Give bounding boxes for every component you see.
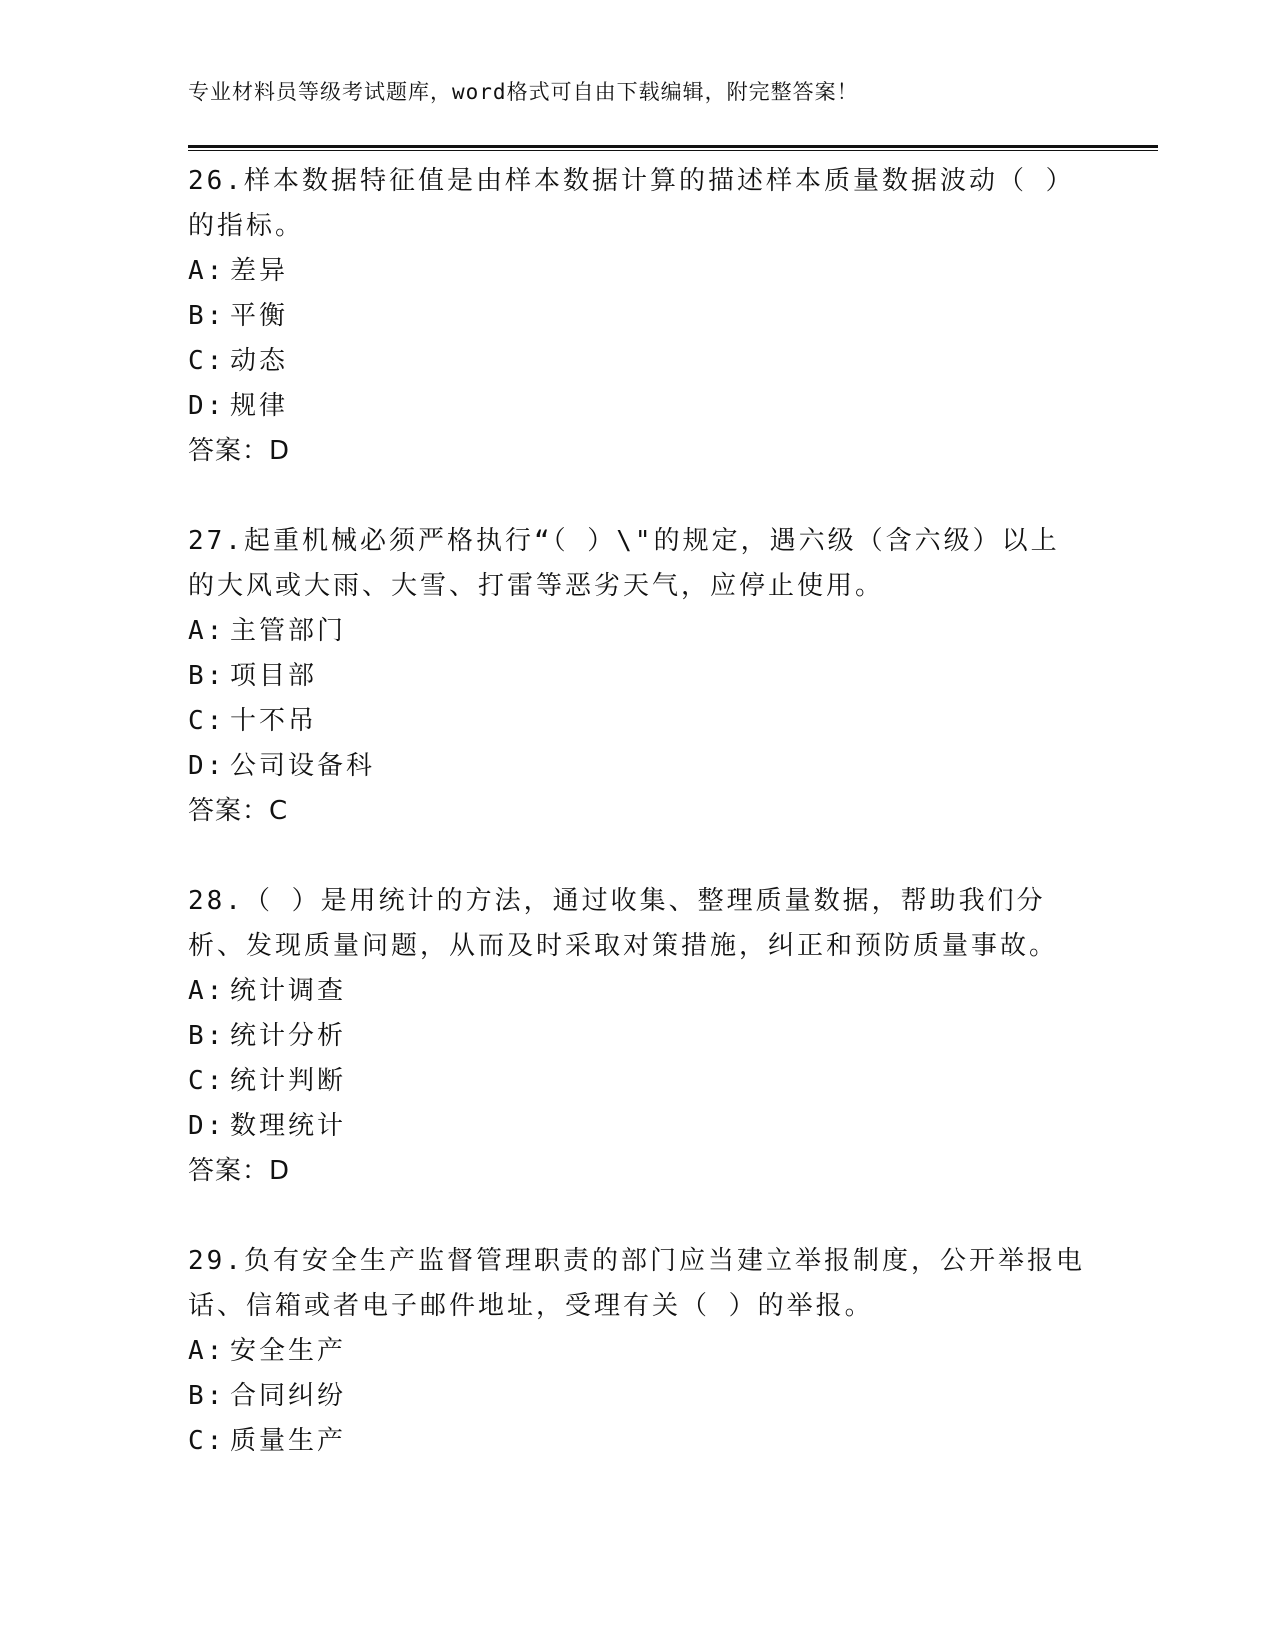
- option-letter: D:: [188, 391, 226, 421]
- answer-line: 答案：D: [188, 436, 291, 466]
- option-text: 合同纠纷: [230, 1381, 347, 1411]
- answer-line: 答案：D: [188, 1156, 291, 1186]
- option-text: 统计判断: [230, 1066, 347, 1096]
- question-27: [188, 519, 1088, 834]
- option-letter: C:: [188, 1066, 226, 1096]
- option-letter: C:: [188, 706, 226, 736]
- option-text: 数理统计: [230, 1111, 347, 1141]
- question-stem: 27.起重机械必须严格执行“（ ）\"的规定，遇六级（含六级）以上的大风或大雨、大雪、打雷等恶劣天气，应停止使用。: [188, 526, 1060, 601]
- option-text: 统计分析: [230, 1021, 347, 1051]
- question-29: [188, 1239, 1088, 1464]
- option-a: [188, 1329, 1088, 1374]
- option-a: [188, 609, 1088, 654]
- option-c: [188, 1419, 1088, 1464]
- option-letter: A:: [188, 976, 226, 1006]
- question-28: [188, 879, 1088, 1194]
- header-rule-thin: [188, 150, 1158, 151]
- option-letter: B:: [188, 661, 226, 691]
- option-text: 安全生产: [230, 1336, 347, 1366]
- option-text: 动态: [230, 346, 289, 376]
- option-c: [188, 1059, 1088, 1104]
- option-b: [188, 294, 1088, 339]
- answer-line: 答案：C: [188, 796, 289, 826]
- option-letter: B:: [188, 301, 226, 331]
- option-letter: C:: [188, 346, 226, 376]
- option-c: [188, 339, 1088, 384]
- option-d: [188, 1104, 1088, 1149]
- option-a: [188, 969, 1088, 1014]
- option-b: [188, 654, 1088, 699]
- page-header: 专业材料员等级考试题库，word格式可自由下载编辑，附完整答案！: [188, 80, 859, 104]
- option-letter: A:: [188, 256, 226, 286]
- option-b: [188, 1014, 1088, 1059]
- question-stem: 29.负有安全生产监督管理职责的部门应当建立举报制度，公开举报电话、信箱或者电子邮件地址，受理有关（ ）的举报。: [188, 1246, 1085, 1321]
- option-letter: A:: [188, 616, 226, 646]
- option-letter: C:: [188, 1426, 226, 1456]
- option-text: 规律: [230, 391, 289, 421]
- question-26: [188, 159, 1088, 474]
- option-text: 公司设备科: [230, 751, 376, 781]
- option-text: 主管部门: [230, 616, 347, 646]
- option-text: 统计调查: [230, 976, 347, 1006]
- option-d: [188, 384, 1088, 429]
- option-letter: A:: [188, 1336, 226, 1366]
- option-letter: B:: [188, 1021, 226, 1051]
- option-letter: D:: [188, 751, 226, 781]
- option-d: [188, 744, 1088, 789]
- option-c: [188, 699, 1088, 744]
- option-text: 差异: [230, 256, 289, 286]
- option-text: 平衡: [230, 301, 289, 331]
- option-text: 十不吊: [230, 706, 318, 736]
- question-stem: 28.（ ）是用统计的方法，通过收集、整理质量数据，帮助我们分析、发现质量问题，从而及时采取对策措施，纠正和预防质量事故。: [188, 886, 1059, 961]
- question-stem: 26.样本数据特征值是由样本数据计算的描述样本质量数据波动（ ）的指标。: [188, 166, 1075, 241]
- question-list: [188, 159, 1088, 1509]
- option-letter: B:: [188, 1381, 226, 1411]
- option-text: 项目部: [230, 661, 318, 691]
- option-a: [188, 249, 1088, 294]
- option-text: 质量生产: [230, 1426, 347, 1456]
- option-letter: D:: [188, 1111, 226, 1141]
- header-rule-thick: [188, 145, 1158, 148]
- option-b: [188, 1374, 1088, 1419]
